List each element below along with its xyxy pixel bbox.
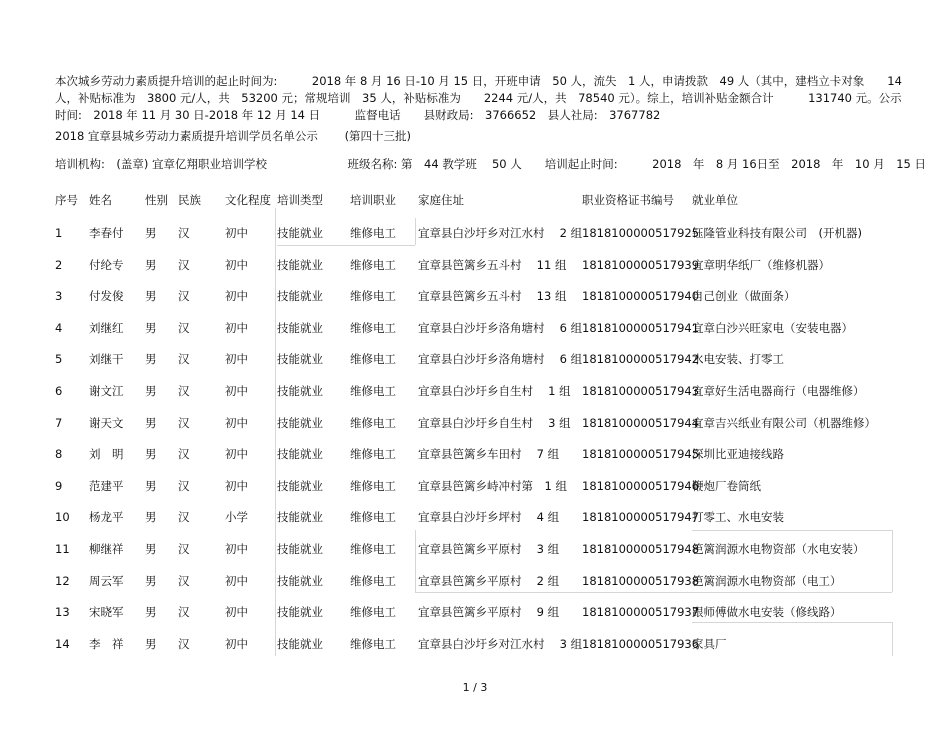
- table-cell: 技能就业: [277, 352, 323, 367]
- table-cell: 汉: [178, 352, 190, 367]
- table-row: [0, 413, 950, 433]
- table-cell: 1818100000517947: [582, 510, 700, 525]
- table-cell: 笆篱润源水电物资部（水电安装）: [692, 542, 865, 556]
- table-cell: 男: [145, 542, 157, 556]
- table-cell: 1818100000517925: [582, 226, 700, 240]
- list-title: 2018 宜章县城乡劳动力素质提升培训学员名单公示 (第四十三批): [55, 129, 412, 143]
- table-cell: 宜章吉兴纸业有限公司（机器维修）: [692, 415, 876, 430]
- table-cell: 10: [55, 510, 70, 525]
- row-divider: [415, 592, 892, 593]
- table-cell: 技能就业: [277, 573, 323, 588]
- table-cell: 维修电工: [350, 605, 396, 620]
- table-cell: 杨龙平: [89, 510, 124, 525]
- table-cell: 1818100000517945: [582, 447, 700, 462]
- table-cell: 技能就业: [277, 510, 323, 525]
- table-cell: 宜章县笆篱乡五斗村 11 组: [418, 257, 567, 272]
- table-row: [0, 318, 950, 338]
- table-cell: 宜章县笆篱乡车田村 7 组: [418, 447, 560, 462]
- table-cell: 3: [55, 289, 63, 304]
- table-cell: 汉: [178, 384, 190, 398]
- table-cell: 宜章县白沙圩乡自生村 3 组: [418, 415, 571, 430]
- table-cell: 宋晓军: [89, 605, 124, 620]
- table-cell: 打零工、水电安装: [692, 510, 784, 525]
- table-cell: 男: [145, 289, 157, 304]
- table-cell: 1818100000517946: [582, 478, 700, 493]
- table-cell: 宜章县白沙圩乡自生村 1 组: [418, 384, 571, 398]
- table-cell: 维修电工: [350, 415, 396, 430]
- table-cell: 6: [55, 384, 63, 398]
- table-cell: 柳继祥: [89, 542, 124, 556]
- table-cell: 技能就业: [277, 257, 323, 272]
- table-cell: 男: [145, 257, 157, 272]
- table-row: [0, 476, 950, 496]
- table-cell: 付纶专: [89, 257, 124, 272]
- table-cell: 宜章县笆篱乡五斗村 13 组: [418, 289, 567, 304]
- table-cell: 2: [55, 257, 63, 272]
- table-cell: 男: [145, 447, 157, 462]
- table-cell: 初中: [225, 415, 248, 430]
- table-cell: 维修电工: [350, 257, 396, 272]
- table-cell: 汉: [178, 510, 190, 525]
- column-header: 序号: [55, 193, 78, 207]
- table-cell: 维修电工: [350, 320, 396, 335]
- table-cell: 7: [55, 415, 63, 430]
- table-cell: 宜章县白沙圩乡坪村 4 组: [418, 510, 560, 525]
- table-cell: 1818100000517939: [582, 257, 700, 272]
- table-cell: 刘继红: [89, 320, 124, 335]
- table-cell: 汉: [178, 226, 190, 240]
- table-cell: 维修电工: [350, 510, 396, 525]
- table-cell: 1818100000517940: [582, 289, 700, 304]
- table-cell: 13: [55, 605, 70, 620]
- table-row: [0, 539, 950, 559]
- row-divider: [692, 530, 892, 531]
- table-cell: 宜章好生活电器商行（电器维修）: [692, 384, 865, 398]
- table-cell: 4: [55, 320, 63, 335]
- table-cell: 谢天文: [89, 415, 124, 430]
- table-cell: 1818100000517948: [582, 542, 700, 556]
- table-cell: 初中: [225, 226, 248, 240]
- table-cell: 宜章县笆篱乡峙冲村第 1 组: [418, 478, 567, 493]
- table-cell: 技能就业: [277, 478, 323, 493]
- table-cell: 宜章白沙兴旺家电（安装电器）: [692, 320, 853, 335]
- table-cell: 技能就业: [277, 605, 323, 620]
- column-header: 培训职业: [350, 193, 396, 207]
- table-cell: 1818100000517943: [582, 384, 700, 398]
- table-cell: 初中: [225, 352, 248, 367]
- table-cell: 初中: [225, 320, 248, 335]
- table-cell: 初中: [225, 542, 248, 556]
- table-cell: 宜章县笆篱乡平原村 3 组: [418, 542, 560, 556]
- table-cell: 维修电工: [350, 447, 396, 462]
- table-cell: 宜章县笆篱乡平原村 2 组: [418, 573, 560, 588]
- table-cell: 1818100000517941: [582, 320, 700, 335]
- table-cell: 1818100000517936: [582, 636, 700, 651]
- table-row: [0, 381, 950, 401]
- table-cell: 男: [145, 573, 157, 588]
- table-cell: 鞭炮厂卷筒纸: [692, 478, 761, 493]
- table-cell: 宜章明华纸厂（维修机器）: [692, 257, 830, 272]
- table-cell: 宜章县白沙圩乡对江水村 3 组: [418, 636, 583, 651]
- table-cell: 男: [145, 510, 157, 525]
- table-row: [0, 571, 950, 591]
- table-cell: 维修电工: [350, 478, 396, 493]
- table-row: [0, 286, 950, 306]
- table-row: [0, 444, 950, 464]
- table-cell: 1818100000517944: [582, 415, 700, 430]
- column-header: 就业单位: [692, 193, 738, 207]
- table-row: [0, 223, 950, 243]
- table-cell: 技能就业: [277, 542, 323, 556]
- table-cell: 维修电工: [350, 384, 396, 398]
- table-row: [0, 602, 950, 622]
- table-cell: 李春付: [89, 226, 124, 240]
- table-cell: 宜章县白沙圩乡洛角塘村 6 组: [418, 320, 583, 335]
- table-cell: 初中: [225, 478, 248, 493]
- table-cell: 技能就业: [277, 415, 323, 430]
- table-cell: 技能就业: [277, 636, 323, 651]
- table-cell: 维修电工: [350, 542, 396, 556]
- column-header: 家庭住址: [418, 193, 464, 207]
- table-cell: 男: [145, 384, 157, 398]
- table-cell: 汉: [178, 415, 190, 430]
- column-header: 民族: [178, 193, 201, 207]
- table-cell: 初中: [225, 257, 248, 272]
- table-cell: 自己创业（做面条）: [692, 289, 796, 304]
- table-cell: 男: [145, 352, 157, 367]
- table-row: [0, 634, 950, 654]
- table-cell: 男: [145, 320, 157, 335]
- table-header: [0, 190, 950, 210]
- table-cell: 初中: [225, 289, 248, 304]
- table-cell: 技能就业: [277, 289, 323, 304]
- table-cell: 李 祥: [89, 636, 124, 651]
- table-cell: 技能就业: [277, 320, 323, 335]
- table-cell: 5: [55, 352, 63, 367]
- table-cell: 周云军: [89, 573, 124, 588]
- table-cell: 宜章县白沙圩乡对江水村 2 组: [418, 226, 583, 240]
- table-cell: 维修电工: [350, 352, 396, 367]
- table-cell: 谢文江: [89, 384, 124, 398]
- table-row: [0, 255, 950, 275]
- table-cell: 初中: [225, 447, 248, 462]
- table-cell: 刘 明: [89, 447, 124, 462]
- table-cell: 男: [145, 605, 157, 620]
- table-cell: 汉: [178, 573, 190, 588]
- table-cell: 1: [55, 226, 63, 240]
- column-header: 培训类型: [277, 193, 323, 207]
- table-cell: 付发俊: [89, 289, 124, 304]
- table-cell: 维修电工: [350, 289, 396, 304]
- table-cell: 水电安装、打零工: [692, 352, 784, 367]
- table-cell: 汉: [178, 478, 190, 493]
- table-cell: 初中: [225, 573, 248, 588]
- column-header: 文化程度: [225, 193, 271, 207]
- table-cell: 钰隆管业科技有限公司 (开机器): [692, 226, 862, 240]
- table-cell: 初中: [225, 636, 248, 651]
- table-cell: 技能就业: [277, 447, 323, 462]
- table-cell: 汉: [178, 542, 190, 556]
- table-cell: 1818100000517937: [582, 605, 700, 620]
- page-number: 1 / 3: [462, 681, 488, 694]
- table-cell: 宜章县白沙圩乡洛角塘村 6 组: [418, 352, 583, 367]
- table-cell: 14: [55, 636, 70, 651]
- table-cell: 1818100000517938: [582, 573, 700, 588]
- column-header: 职业资格证书编号: [582, 193, 674, 207]
- table-cell: 维修电工: [350, 636, 396, 651]
- table-cell: 技能就业: [277, 384, 323, 398]
- table-cell: 11: [55, 542, 70, 556]
- table-cell: 初中: [225, 605, 248, 620]
- intro-paragraph: 本次城乡劳动力素质提升培训的起止时间为: 2018 年 8 月 16 日-10 月 15 日，开班申请 50 人，流失 1 人，申请拨款 49 人（其中，建档立卡对象 14 人，补贴标准为 3800 元/人，共 53200 元；常规培训 35 人，补贴标准为 2244 元/人，共 78540 元）。综上，培训补贴金额合计 131740 元。公示时间: 2018 年 11 月 30 日-2018 年 12 月 14 日 监督电话 县财政局: 3766652 县人社局: 3767782: [55, 74, 906, 122]
- table-row: [0, 349, 950, 369]
- table-cell: 跟师傅做水电安装（修线路）: [692, 605, 842, 620]
- table-cell: 范建平: [89, 478, 124, 493]
- table-row: [0, 507, 950, 527]
- table-cell: 男: [145, 478, 157, 493]
- table-cell: 家具厂: [692, 636, 727, 651]
- table-cell: 汉: [178, 605, 190, 620]
- table-cell: 男: [145, 226, 157, 240]
- table-cell: 宜章县笆篱乡平原村 9 组: [418, 605, 560, 620]
- column-header: 性别: [145, 193, 168, 207]
- table-cell: 男: [145, 636, 157, 651]
- row-divider: [277, 245, 415, 246]
- table-cell: 汉: [178, 447, 190, 462]
- table-cell: 刘继干: [89, 352, 124, 367]
- column-header: 姓名: [89, 193, 112, 207]
- table-cell: 汉: [178, 289, 190, 304]
- table-cell: 汉: [178, 320, 190, 335]
- table-cell: 技能就业: [277, 226, 323, 240]
- table-cell: 1818100000517942: [582, 352, 700, 367]
- table-cell: 8: [55, 447, 63, 462]
- table-cell: 汉: [178, 636, 190, 651]
- table-cell: 笆篱润源水电物资部（电工）: [692, 573, 842, 588]
- table-cell: 12: [55, 573, 70, 588]
- table-cell: 小学: [225, 510, 248, 525]
- class-info: 培训机构: (盖章) 宜章亿翔职业培训学校 班级名称: 第 44 教学班 50 人 培训起止时间: 2018 年 8 月 16日至 2018 年 10 月 15 日: [55, 157, 927, 171]
- table-cell: 汉: [178, 257, 190, 272]
- table-cell: 男: [145, 415, 157, 430]
- table-cell: 深圳比亚迪接线路: [692, 447, 784, 462]
- table-cell: 维修电工: [350, 226, 396, 240]
- table-cell: 初中: [225, 384, 248, 398]
- table-cell: 维修电工: [350, 573, 396, 588]
- table-cell: 9: [55, 478, 63, 493]
